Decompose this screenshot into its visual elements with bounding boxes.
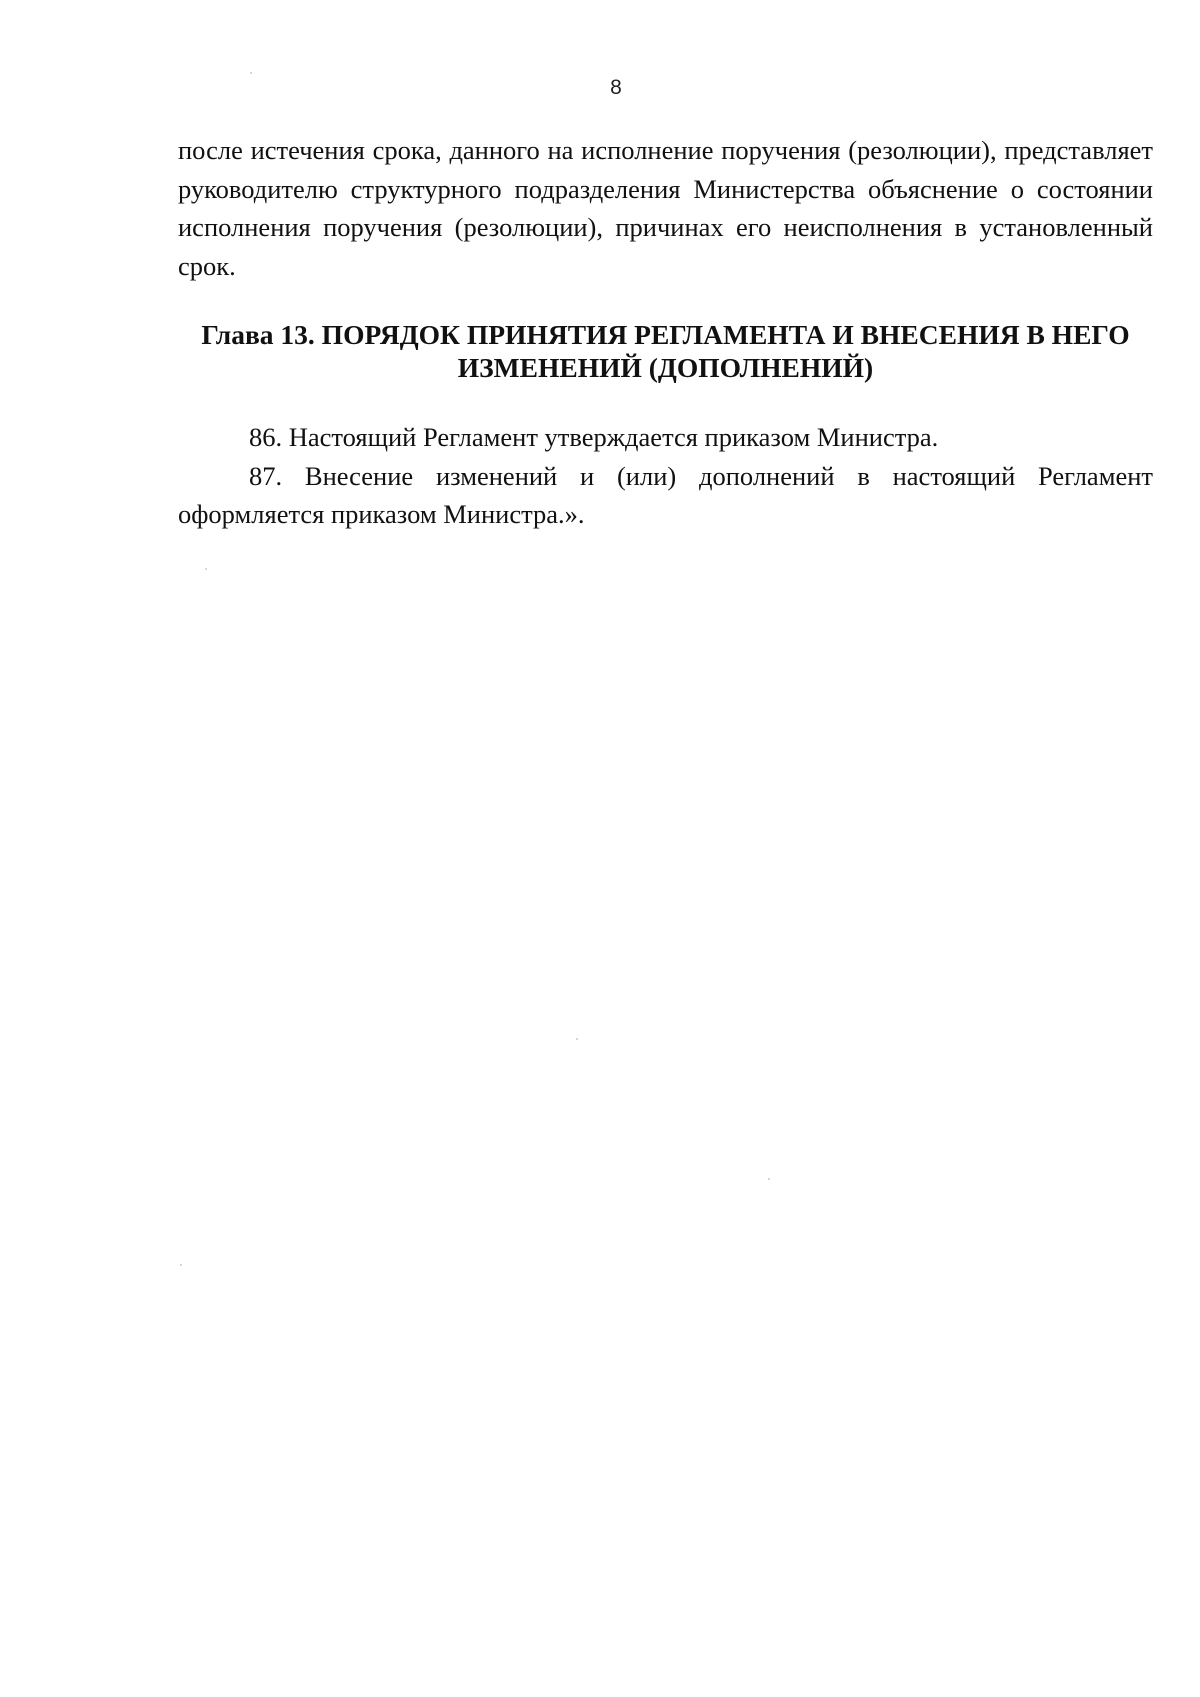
- page-number: 8: [610, 76, 622, 99]
- chapter-heading: Глава 13. ПОРЯДОК ПРИНЯТИЯ РЕГЛАМЕНТА И ВНЕСЕНИЯ В НЕГО ИЗМЕНЕНИЙ (ДОПОЛНЕНИЙ): [201, 319, 1130, 383]
- items-list: [178, 418, 1153, 534]
- list-item-86: 86. Настоящий Регламент утверждается приказом Министра.: [249, 422, 939, 452]
- continuation-paragraph: после истечения срока, данного на исполнение поручения (резолюции), представляет руководителю структурного подразделения Министерства объяснение о состоянии исполнения поручения (резолюции), причинах его неисполнения в установленный срок.: [178, 135, 1153, 281]
- scan-speck: [576, 1038, 578, 1040]
- list-item-87: 87. Внесение изменений и (или) дополнений в настоящий Регламент оформляется приказом Министра.».: [178, 460, 1153, 529]
- scan-speck: [250, 72, 252, 74]
- scan-speck: [205, 568, 207, 570]
- scan-speck: [180, 1264, 182, 1266]
- scan-speck: [768, 1178, 770, 1180]
